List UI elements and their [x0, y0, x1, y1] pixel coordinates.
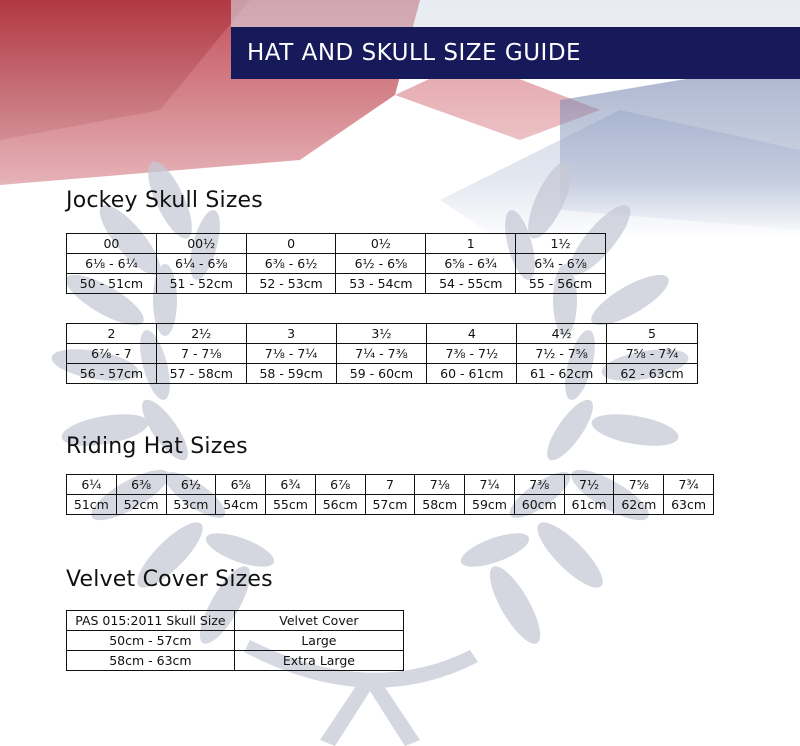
jockey-size-cell: 1½	[516, 234, 606, 254]
jockey-size-cell: 2½	[156, 324, 246, 344]
jockey-skull-table-2	[66, 323, 698, 384]
hat-size-cell: 6⅜ - 6½	[246, 254, 336, 274]
hat-size-cell: 7½	[564, 475, 614, 495]
table-row	[67, 611, 404, 631]
cm-range-cell: 53 - 54cm	[336, 274, 426, 294]
hat-size-cell: 6⅞ - 7	[67, 344, 157, 364]
cm-range-cell: 61 - 62cm	[517, 364, 607, 384]
table-row	[67, 475, 714, 495]
table-row	[67, 324, 698, 344]
page-title: HAT AND SKULL SIZE GUIDE	[247, 40, 582, 66]
riding-hat-title: Riding Hat Sizes	[66, 434, 248, 459]
cm-range-cell: 56 - 57cm	[67, 364, 157, 384]
hat-size-cell: 6⅛ - 6¼	[67, 254, 157, 274]
hat-size-cell: 7⅜ - 7½	[427, 344, 517, 364]
jockey-size-cell: 5	[607, 324, 698, 344]
cm-range-cell: 57 - 58cm	[156, 364, 246, 384]
cm-cell: 60cm	[514, 495, 564, 515]
cm-cell: 55cm	[266, 495, 316, 515]
jockey-size-cell: 4	[427, 324, 517, 344]
hat-size-cell: 6⅞	[315, 475, 365, 495]
cm-cell: 54cm	[216, 495, 266, 515]
column-header: PAS 015:2011 Skull Size	[67, 611, 235, 631]
jockey-size-cell: 00½	[156, 234, 246, 254]
table-row	[67, 651, 404, 671]
cm-cell: 57cm	[365, 495, 415, 515]
hat-size-cell: 7¼	[465, 475, 515, 495]
jockey-size-cell: 0	[246, 234, 336, 254]
hat-size-cell: 7⅛	[415, 475, 465, 495]
hat-size-cell: 6½	[166, 475, 216, 495]
hat-size-cell: 7⅝	[614, 475, 664, 495]
jockey-size-cell: 3	[246, 324, 336, 344]
cm-range-cell: 59 - 60cm	[336, 364, 427, 384]
column-header: Velvet Cover	[234, 611, 403, 631]
hat-size-cell: 7½ - 7⅝	[517, 344, 607, 364]
hat-size-cell: 7⅜	[514, 475, 564, 495]
hat-size-cell: 6¼	[67, 475, 117, 495]
cm-cell: 59cm	[465, 495, 515, 515]
hat-size-cell: 6¼ - 6⅜	[156, 254, 246, 274]
cm-range-cell: 52 - 53cm	[246, 274, 336, 294]
cm-range-cell: 50 - 51cm	[67, 274, 157, 294]
jockey-size-cell: 00	[67, 234, 157, 254]
table-row	[67, 344, 698, 364]
cm-range-cell: 51 - 52cm	[156, 274, 246, 294]
cm-cell: 51cm	[67, 495, 117, 515]
cm-range-cell: 54 - 55cm	[426, 274, 516, 294]
table-row	[67, 631, 404, 651]
cm-range-cell: 55 - 56cm	[516, 274, 606, 294]
cm-cell: 53cm	[166, 495, 216, 515]
cm-cell: 52cm	[116, 495, 166, 515]
skull-size-cell: 50cm - 57cm	[67, 631, 235, 651]
table-row	[67, 254, 606, 274]
jockey-skull-table-1	[66, 233, 606, 294]
hat-size-cell: 7⅛ - 7¼	[246, 344, 336, 364]
page-title-bar	[231, 27, 800, 79]
hat-size-cell: 6⅝	[216, 475, 266, 495]
table-row	[67, 234, 606, 254]
cm-cell: 61cm	[564, 495, 614, 515]
jockey-size-cell: 0½	[336, 234, 426, 254]
riding-hat-table	[66, 474, 714, 515]
jockey-size-cell: 4½	[517, 324, 607, 344]
velvet-cover-title: Velvet Cover Sizes	[66, 567, 273, 592]
cm-cell: 58cm	[415, 495, 465, 515]
table-row	[67, 364, 698, 384]
hat-size-cell: 7¾	[664, 475, 714, 495]
hat-size-cell: 6¾ - 6⅞	[516, 254, 606, 274]
table-row	[67, 495, 714, 515]
jockey-size-cell: 3½	[336, 324, 427, 344]
hat-size-cell: 6½ - 6⅝	[336, 254, 426, 274]
hat-size-cell: 7⅝ - 7¾	[607, 344, 698, 364]
jockey-size-cell: 1	[426, 234, 516, 254]
hat-size-cell: 7 - 7⅛	[156, 344, 246, 364]
jockey-size-cell: 2	[67, 324, 157, 344]
hat-size-cell: 6⅜	[116, 475, 166, 495]
velvet-cover-table	[66, 610, 404, 671]
hat-size-cell: 6⅝ - 6¾	[426, 254, 516, 274]
hat-size-cell: 6¾	[266, 475, 316, 495]
skull-size-cell: 58cm - 63cm	[67, 651, 235, 671]
jockey-skull-title: Jockey Skull Sizes	[66, 188, 263, 213]
hat-size-cell: 7¼ - 7⅜	[336, 344, 427, 364]
table-row	[67, 274, 606, 294]
velvet-cover-cell: Extra Large	[234, 651, 403, 671]
cm-cell: 62cm	[614, 495, 664, 515]
velvet-cover-cell: Large	[234, 631, 403, 651]
cm-range-cell: 58 - 59cm	[246, 364, 336, 384]
cm-cell: 56cm	[315, 495, 365, 515]
cm-range-cell: 60 - 61cm	[427, 364, 517, 384]
cm-range-cell: 62 - 63cm	[607, 364, 698, 384]
cm-cell: 63cm	[664, 495, 714, 515]
hat-size-cell: 7	[365, 475, 415, 495]
